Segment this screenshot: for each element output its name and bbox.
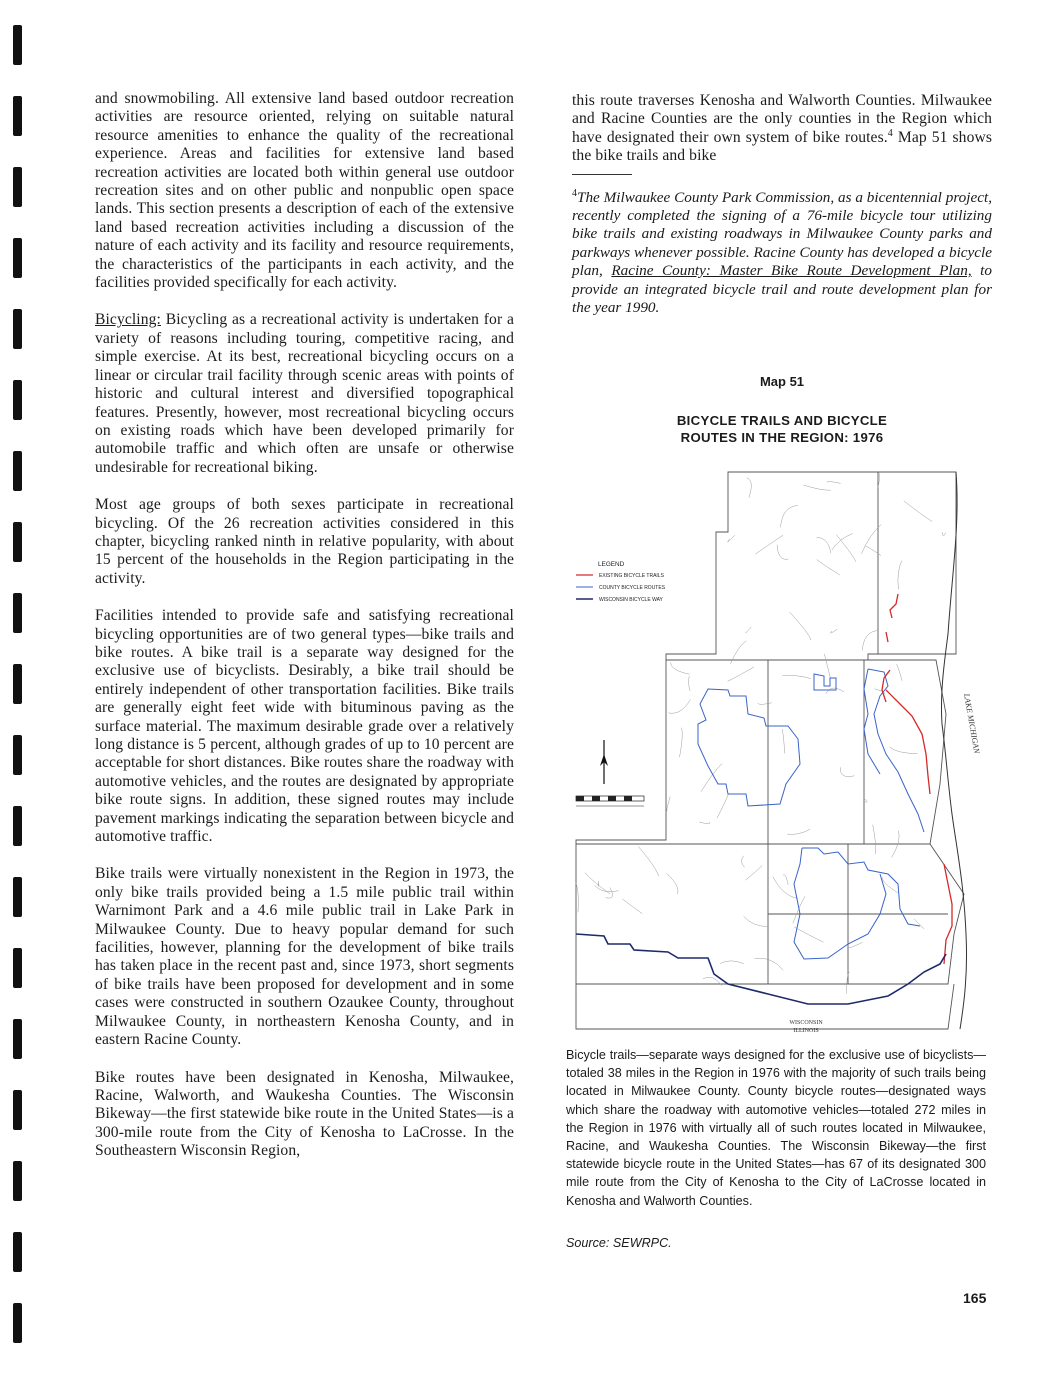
county-boundaries <box>576 472 964 1029</box>
road-line <box>728 667 754 682</box>
road-line <box>745 866 762 881</box>
legend-title: LEGEND <box>598 561 625 568</box>
road-line <box>689 676 690 691</box>
left-column <box>95 90 514 1180</box>
bicycling-heading: Bicycling: <box>95 311 161 329</box>
binding-hole <box>13 522 22 562</box>
road-line <box>777 545 788 560</box>
binding-hole <box>13 664 22 704</box>
road-line <box>701 763 722 791</box>
binding-hole <box>13 1019 22 1059</box>
road-line <box>717 794 729 819</box>
binding-hole <box>13 167 22 207</box>
road-line <box>904 501 933 522</box>
road-line <box>668 700 690 714</box>
road-line <box>720 961 744 964</box>
road-line <box>849 942 863 947</box>
road-line <box>746 627 752 633</box>
road-line <box>758 703 772 705</box>
road-network <box>576 472 946 994</box>
region-map <box>568 464 994 1036</box>
road-line <box>898 561 902 590</box>
road-line <box>699 822 709 824</box>
road-line <box>817 560 840 575</box>
road-line <box>873 825 876 854</box>
road-line <box>783 875 788 885</box>
road-line <box>585 873 610 894</box>
paragraph-continued <box>572 92 992 166</box>
road-line <box>862 631 878 651</box>
binding-hole <box>13 238 22 278</box>
map-legend <box>576 561 666 603</box>
existing-bicycle-trails <box>882 594 952 964</box>
paragraph-participation: Most age groups of both sexes participate in recreational bicycling. Of the 26 recreation activities considered in this chapter, bicycling ranked ninth in relative popularity, with about 15 percent of the households in the Region participating in the activity. <box>95 496 514 587</box>
legend-item-trails: EXISTING BICYCLE TRAILS <box>599 573 664 579</box>
road-line <box>804 485 831 490</box>
binding-hole <box>13 309 22 349</box>
road-line <box>773 877 798 899</box>
state-label-illinois: ILLINOIS <box>793 1028 819 1034</box>
page-number: 165 <box>963 1290 987 1306</box>
road-line <box>826 688 844 694</box>
road-line <box>756 535 783 554</box>
road-line <box>667 874 678 895</box>
binding-hole <box>13 1303 22 1343</box>
binding-hole <box>13 380 22 420</box>
state-label-wisconsin: WISCONSIN <box>789 1020 823 1026</box>
road-line <box>606 888 613 899</box>
footnote-number: 4 <box>572 187 577 199</box>
binding-hole <box>13 735 22 775</box>
continued-text-b: Map 51 shows the bike trails and bike <box>572 128 992 165</box>
binding-hole <box>13 1161 22 1201</box>
road-line <box>783 675 811 678</box>
footnote-plan-title: Racine County: Master Bike Route Development Plan, <box>611 262 972 280</box>
road-line <box>741 856 744 868</box>
footnote-text-b: to provide an integrated bicycle trail and route development plan for the year 1990. <box>572 262 992 317</box>
road-line <box>817 537 831 553</box>
binding-hole <box>13 451 22 491</box>
road-line <box>824 654 830 678</box>
binding-hole <box>13 25 22 65</box>
road-line <box>728 535 735 542</box>
county-bicycle-routes <box>698 669 924 959</box>
right-column <box>572 92 992 317</box>
map-label: Map 51 <box>759 374 805 389</box>
road-line <box>790 612 812 640</box>
road-line <box>680 728 683 757</box>
road-line <box>836 535 856 562</box>
road-line <box>671 662 690 674</box>
road-line <box>914 919 924 929</box>
road-line <box>827 482 840 484</box>
north-arrow-icon <box>600 740 608 784</box>
binding-hole <box>13 877 22 917</box>
footnote <box>572 189 992 318</box>
road-line <box>942 532 946 536</box>
road-line <box>787 829 810 834</box>
binding-hole <box>13 593 22 633</box>
paragraph-facilities: Facilities intended to provide safe and satisfying recreational bicycling opportunities are of two general types—bike trails and bike routes. A bike trail is a separate way designed for the exclusive use of bicyclists. Desirably, a bike trail should be entirely independent of other transportation facilities. Bike trails are generally eight feet wide with bituminous paving as the surface material. The maximum desirable grade over a relatively long distance is 5 percent, although grades of up to 10 percent are acceptable for short distances. Bike routes share the roadway with automotive vehicles, and the routes are designated by appropriate bike route signs. In addition, these signed routes may include pavement markings indicating the separation between bicycle and automotive traffic. <box>95 607 514 846</box>
binding-hole <box>13 806 22 846</box>
lake-label: LAKE MICHIGAN <box>962 692 982 755</box>
graphic-scale-icon <box>576 796 644 806</box>
map-title-line-2: ROUTES IN THE REGION: 1976 <box>680 430 884 445</box>
map-caption: Bicycle trails—separate ways designed for the exclusive use of bicyclists—totaled 38 miles in the Region in 1976 with the majority of such trails being located in Milwaukee County. County bicycle routes—designated ways which share the roadway with automotive vehicles—totaled 272 miles in the Region in 1976 with virtually all of such routes located in Milwaukee, Racine, and Waukesha Counties. The Wisconsin Bikeway—the first statewide bicycle route in the United States—has 67 of its designated 300 mile route from the City of Kenosha to the City of LaCrosse located in Kenosha and Walworth Counties. <box>566 1048 986 1208</box>
binding-hole <box>13 1090 22 1130</box>
map-title <box>572 412 992 446</box>
road-line <box>703 977 722 986</box>
paragraph-bike-routes: Bike routes have been designated in Kenosha, Milwaukee, Racine, Walworth, and Waukesha Counties. The Wisconsin Bikeway—the first statewide bike route in the United States—is a 300-mile route from the City of Kenosha to LaCrosse. In the Southeastern Wisconsin Region, <box>95 1068 514 1160</box>
road-line <box>623 899 643 914</box>
legend-item-bikeway: WISCONSIN BICYCLE WAY <box>599 597 663 603</box>
road-line <box>747 478 752 498</box>
road-line <box>638 846 659 876</box>
footnote-text-a: The Milwaukee County Park Commission, as a bicentennial project, recently completed the signing of a 76-mile bicycle tour utilizing bike trails and existing roadways in Milwaukee County parks and parkways whenever possible. Racine County has developed a bicycle plan, <box>572 188 992 280</box>
road-line <box>744 916 768 926</box>
road-line <box>595 885 619 891</box>
legend-item-county-routes: COUNTY BICYCLE ROUTES <box>599 585 666 591</box>
road-line <box>794 927 823 942</box>
road-line <box>866 546 882 555</box>
binding-hole <box>13 96 22 136</box>
map-title-line-1: BICYCLE TRAILS AND BICYCLE <box>676 413 888 428</box>
continued-text-a: this route traverses Kenosha and Walworth Counties. Milwaukee and Racine Counties are the only counties in the Region which have designated their own system of bike routes. <box>572 92 992 146</box>
road-line <box>896 664 902 681</box>
spiral-binding <box>13 0 39 1380</box>
road-line <box>754 958 783 970</box>
road-line <box>781 506 798 528</box>
paragraph-intro: and snowmobiling. All extensive land based outdoor recreation activities are resource oriented, relying on suitable natural resource amenities to enhance the quality of the recreational experience. Areas and facilities for extensive land based recreation activities are located both within general use outdoor recreation sites and on other public and nonpublic open space lands. This section presents a description of each of the extensive land based recreation activities including a discussion of the nature of each activity and its facility and resource requirements, the characteristics of the participants in each activity, and the facilities provided specifically for each activity. <box>95 90 514 292</box>
wisconsin-bicycle-way <box>576 934 946 1004</box>
footnote-divider <box>572 174 632 175</box>
map-source: Source: SEWRPC. <box>566 1236 672 1250</box>
binding-hole <box>13 948 22 988</box>
road-line <box>832 534 853 550</box>
road-line <box>840 767 854 776</box>
paragraph-bike-trails: Bike trails were virtually nonexistent in the Region in 1973, the only bike trails provided being a 1.5 mile public trail within Warnimont Park and a 4.6 mile public trail in Lake Park in Milwaukee County. Due to heavy popular demand for such facilities, however, planning for the development of bike trails has taken place in the recent past and, since 1973, short segments of bike trails have been proposed for development and in some cases were constructed in southern Ozaukee County, throughout Milwaukee County, in northeastern Kenosha County, and in eastern Racine County. <box>95 865 514 1049</box>
road-line <box>890 747 918 754</box>
binding-hole <box>13 1232 22 1272</box>
footnote-ref: 4 <box>887 127 893 139</box>
road-line <box>782 729 784 753</box>
road-line <box>667 797 670 812</box>
bicycling-text: Bicycling as a recreational activity is undertaken for a variety of reasons including touring, competitive racing, and simple exercise. At its best, recreational bicycling occurs on a linear or circular trail facility through scenic areas with points of historic and cultural interest and diversified topographical features. Presently, however, most recreational bicycling occurs on existing roads which have been developed primarily for automobile traffic and which often are unsafe or otherwise undesirable for recreational biking. <box>95 311 514 476</box>
road-line <box>830 629 837 633</box>
paragraph-bicycling <box>95 311 514 477</box>
